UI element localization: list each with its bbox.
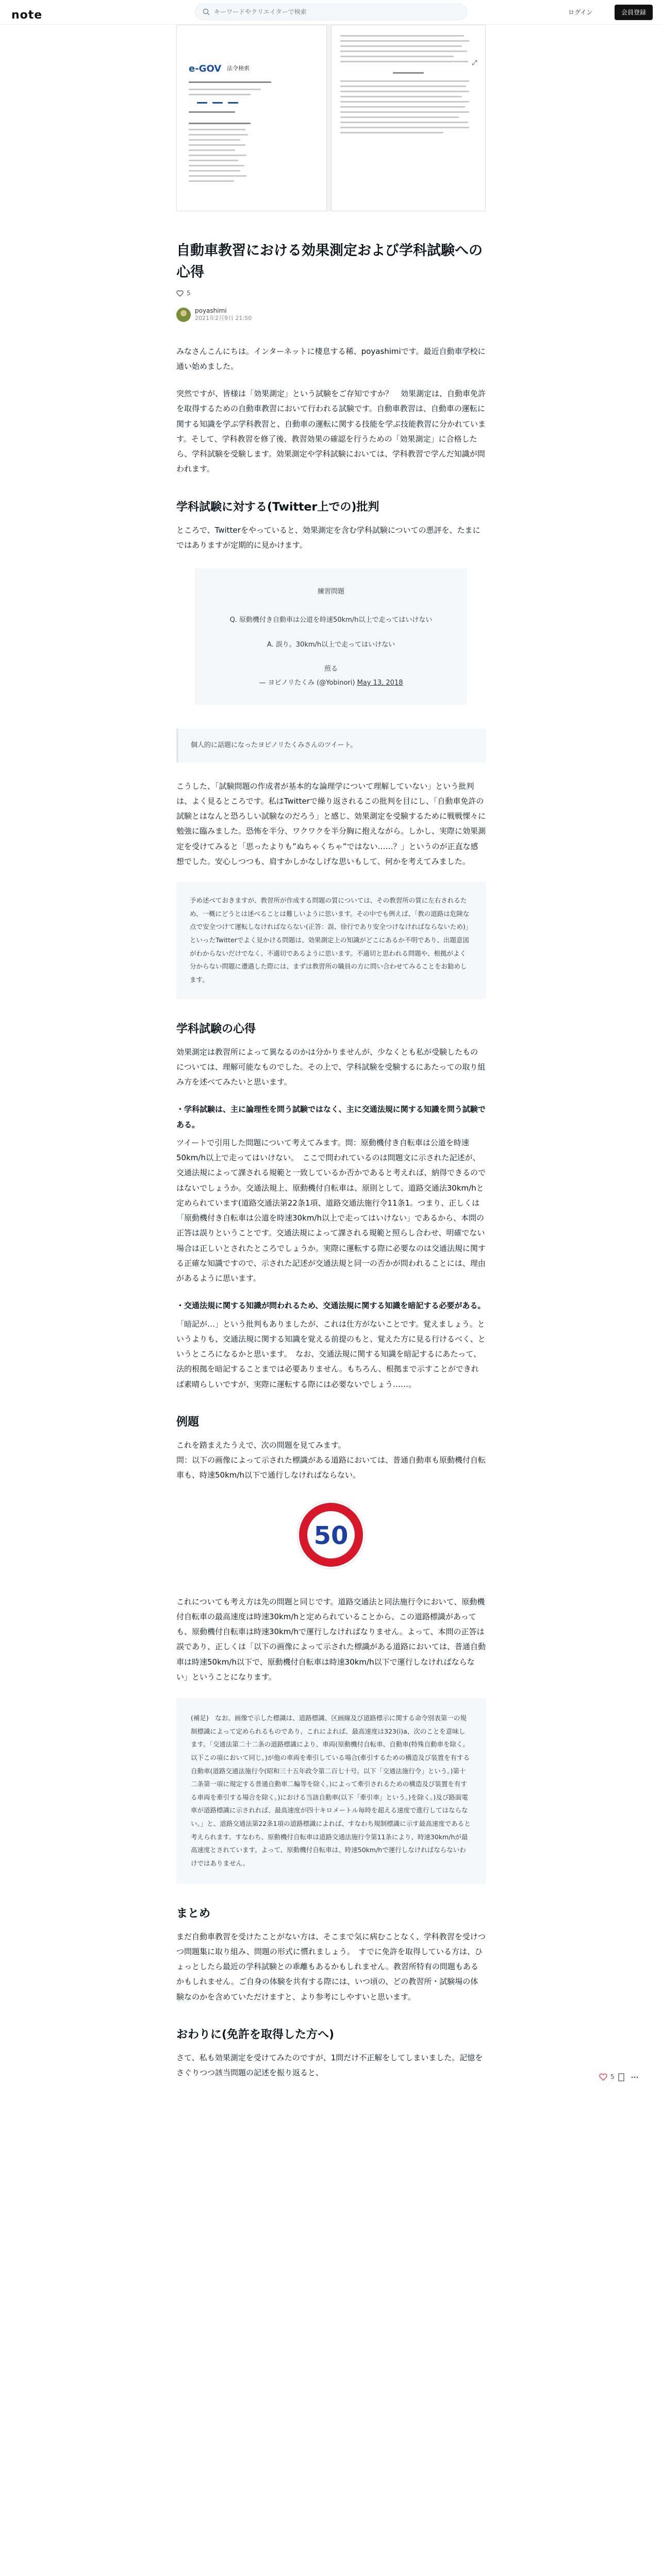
heart-icon[interactable]: [176, 290, 184, 297]
point-2-title: ・交通法規に関する知識が問われるため、交通法規に関する知識を暗記する必要がある。: [176, 1301, 486, 1311]
bookmark-icon[interactable]: [618, 2073, 625, 2081]
heading-attitude: 学科試験の心得: [176, 1022, 256, 1036]
floating-actions: [599, 2071, 638, 2083]
tweet-caption: 個人的に話題になったヨビノリたくみさんのツイート。: [176, 728, 486, 762]
heading-summary: まとめ: [176, 1907, 211, 1920]
tweet-date-link[interactable]: May 13, 2018: [357, 679, 403, 687]
like-row: [176, 289, 486, 299]
hero-brand: e-GOV: [189, 63, 222, 74]
side-like-count: 5: [610, 2073, 615, 2080]
tweet-answer: A. 誤り。30km/h以上で走ってはいけない: [267, 640, 395, 649]
tweet-closing: 煎る: [324, 665, 338, 673]
after-paragraph: さて、私も効果測定を受けてみたのですが、1問だけ不正解をしてしまいました。記憶をさぐりつつ該当問題の記述を振り返ると、: [176, 2053, 483, 2078]
search-bar[interactable]: [195, 4, 467, 20]
point-1-body: ツイートで引用した問題について考えてみます。問：原動機付き自転車は公道を時速50km/h以上で走ってはいけない。 ここで問われているのは問題文に示された記述が、交通法規によって課される規範と一致しているか否かであると考えれば、納得できるのではないでしょうか。交通法規上、原動機付自転車は、原則として、道路交通法30km/hと定められています(道路交通法第22条1項、道路交通法施行令11条1。つまり、正しくは「原動機付き自転車は公道を時速30km/h以上で走ってはいけない」であるから、本問の正答は誤りということです。交通法規によって課される規範と照らし合わせ、明確でない場合は正しいとされたところでしょうか。実際に運転する際に必要なのは交通法規に関する正確な知識ですので、示された記述が交通法規と同一の否かが問われることには、理由があるように思います。: [176, 1138, 486, 1283]
heading-criticism: 学科試験に対する(Twitter上での)批判: [176, 500, 379, 514]
point-2-body: 「暗記が…」という批判もありましたが、これは仕方がないことです。覚えましょう。というよりも、交通法規に関する知識を覚える前提のもと、覚えた方に見る行けるべく、というところになるかと思います。 なお、交通法規に関する知識を暗記するにあたって、法的根拠を暗記することまでは必要ありません。もちろん、根拠まで示すことができれば素晴らしいですが、実際に運転する際には必要ないでしょう……。: [176, 1319, 486, 1389]
attitude-paragraph: 効果測定は教習所によって異なるのかは分かりませんが、少なくとも私が受験したものについては、理解可能なものでした。その上で、学科試験を受験するにあたっての取り組み方を述べてみたいと思います。: [176, 1047, 486, 1087]
intro-paragraph-2: 突然ですが、皆様は「効果測定」という試験をご存知ですか？ 効果測定は、自動車免許を取得するための自動車教習において行われる試験です。自動車教習は、自動車の運転に関する知識を学ぶ学科教習と、自動車の運転に関する技能を学ぶ技能教習に分かれています。そして、学科教習を修了後、教習効果の確認を行うための「効果測定」に合格したら、学科試験を受験します。効果測定や学科試験においては、学科教習で学んだ知識が問われます。: [176, 389, 486, 474]
intro-paragraph-1: みなさんこんにちは。インターネットに棲息する稀、poyashimiです。最近自動車学校に通い始めました。: [176, 346, 486, 371]
heading-example: 例題: [176, 1415, 200, 1429]
example-intro: これを踏まえたうえで、次の問題を見てみます。: [176, 1440, 346, 1450]
speed-limit-sign-image: [176, 1499, 486, 1571]
summary-paragraph: まだ自動車教習を受けたことがない方は、そこまで気に病むことなく、学科教習を受けつつ問題集に取り組み、問題の形式に慣れましょう。 すでに免許を取得している方は、ひょっとしたら最近の学科試験との乖離もあるかもしれません。教習所特有の問題もあるかもしれません。ご自身の体験を共有する際には、いつ頃の、どの教習所・試験場の体験なのかを含めていただけますと、より参考にしやすいと思います。: [176, 1931, 486, 2002]
login-button[interactable]: ログイン: [568, 9, 593, 16]
example-question: 問：以下の画像によって示された標識がある道路においては、普通自動車も原動機付自転車も、時速50km/h以下で通行しなければならない。: [176, 1455, 486, 1480]
speed-limit-value: 50: [313, 1521, 349, 1550]
hero-image: [176, 25, 486, 211]
hero-brand-sub: 法令検索: [227, 65, 250, 72]
criticism-paragraph: ところで、Twitterをやっていると、効果測定を含む学科試験についての悪評を、たまにではありますが定期的に見かけます。: [176, 525, 481, 550]
article-title: 自動車教習における効果測定および学科試験への心得: [176, 243, 483, 280]
signup-button[interactable]: 会員登録: [615, 5, 653, 20]
article-main: [176, 25, 486, 2080]
discussion-paragraph: こうした、「試験問題の作成者が基本的な論理学について理解していない」という批判は、よく見るところです。私はTwitterで繰り返されるこの批判を目にし、「自動車免許の試験とはなんと恐ろしい試験なのだろう」と感じ、効果測定を受験するために戦戦慄々に勉強に臨みました。恐怖を半分、ワクワクを半分胸に抱えながら。しかし、実際に効果測定を受けてみると「思ったよりも”ぬちゃくちゃ”ではない……？」というのが正直な感想でした。安心しつつも、肩すかしかなしげな思いもして、何かを考えてみました。: [176, 781, 486, 866]
search-input[interactable]: [214, 8, 451, 15]
more-icon[interactable]: [631, 2074, 638, 2081]
tweet-author[interactable]: — ヨピノリたくみ (@Yobinori): [259, 679, 355, 687]
embedded-tweet[interactable]: [195, 568, 467, 704]
like-count: 5: [187, 290, 191, 297]
supplement-box: (補足) なお、画像で示した標識は、道路標識、区画線及び道路標示に関する命令別表第一の規制標識によって定められるものであり、これによれば、最高速度は323(i)a、次のことを意味します。「交通法第二十二条の道路標識により、車両(原動機付自転車、自動車(特殊自動車を除く。以下この項において同じ。)が他の車両を牽引している場合(牽引するための構造及び装置を有する自動車(道路交通法施行令(昭和三十五年政令第二百七十号。以下「交通法施行令」という。)第十二条第一項に規定する普通自動車二輪等を除く。)によって牽引されるための構造及び装置を有する車両を牽引する場合を除く。)における当該自動車(以下「牽引車」という。)を除く。)及び路面電車が道路標識に示されれば、最高速度が四十キロメートル毎時を超える速度で進行してはならない。」と、道路交通法第22条1項の道路標識によれば、すなわち規制標識に示す最高速度であると考えられます。すなわち、原動機付自転車は道路交通法施行令第11条により、時速30km/hが最高速度とされています。よって、原動機付自転車は、時速50km/hで運行しなければならないわけではありません。: [176, 1698, 486, 1884]
heading-after: おわりに(免許を取得した方へ): [176, 2028, 335, 2041]
answer-paragraph: これについても考え方は先の問題と同じです。道路交通法と同法施行令において、原動機付自転車の最高速度は時速30km/hと定められていることから、この道路標識があっても、原動機付自転車は時速30km/hで運行しなければなりません。よって、本問の正答は誤であり、正しくは「以下の画像によって示された標識がある道路においては、普通自動車は時速50km/h以下で、原動機付自転車は時速30km/h以下で運行しなければならない」ということになります。: [176, 1597, 486, 1682]
site-header: [0, 0, 662, 25]
avatar[interactable]: [176, 308, 191, 322]
heart-icon[interactable]: [599, 2073, 607, 2081]
note-logo[interactable]: note: [11, 9, 43, 22]
search-icon: [203, 8, 210, 15]
hero-expand-icon: ⤢: [472, 59, 477, 67]
disclaimer-box: 予め述べておきますが、教習所が作成する問題の質については、その教習所の質に左右されるため、一概にどうとは述べることは難しいように思います。その中でも例えば、「教の道路は危険な点で安全つけて運転しなければならない(正答：誤、徐行であり安全つけなければならないため)」といったTwitterでよく見かける問題は、効果測定上の知識がどこにあるか不明であり、出題意図がわからないだけでなく、不適切であるように思います。不適切と思われる問題や、根拠がよく分からない問題に遭遇した際には、まずは教習所の職員の方に問い合わせてみることをお勧めします。: [176, 882, 486, 998]
author-name[interactable]: poyashimi: [195, 307, 227, 315]
publish-date: 2021年2月9日 21:50: [195, 315, 252, 322]
tweet-title: 練習問題: [317, 588, 344, 596]
tweet-question: Q. 原動機付き自動車は公道を時速50km/h以上で走ってはいけない: [229, 616, 433, 624]
author-block[interactable]: [176, 306, 486, 324]
point-1-title: ・学科試験は、主に論理性を問う試験ではなく、主に交通法規に関する知識を問う試験である。: [176, 1105, 486, 1129]
